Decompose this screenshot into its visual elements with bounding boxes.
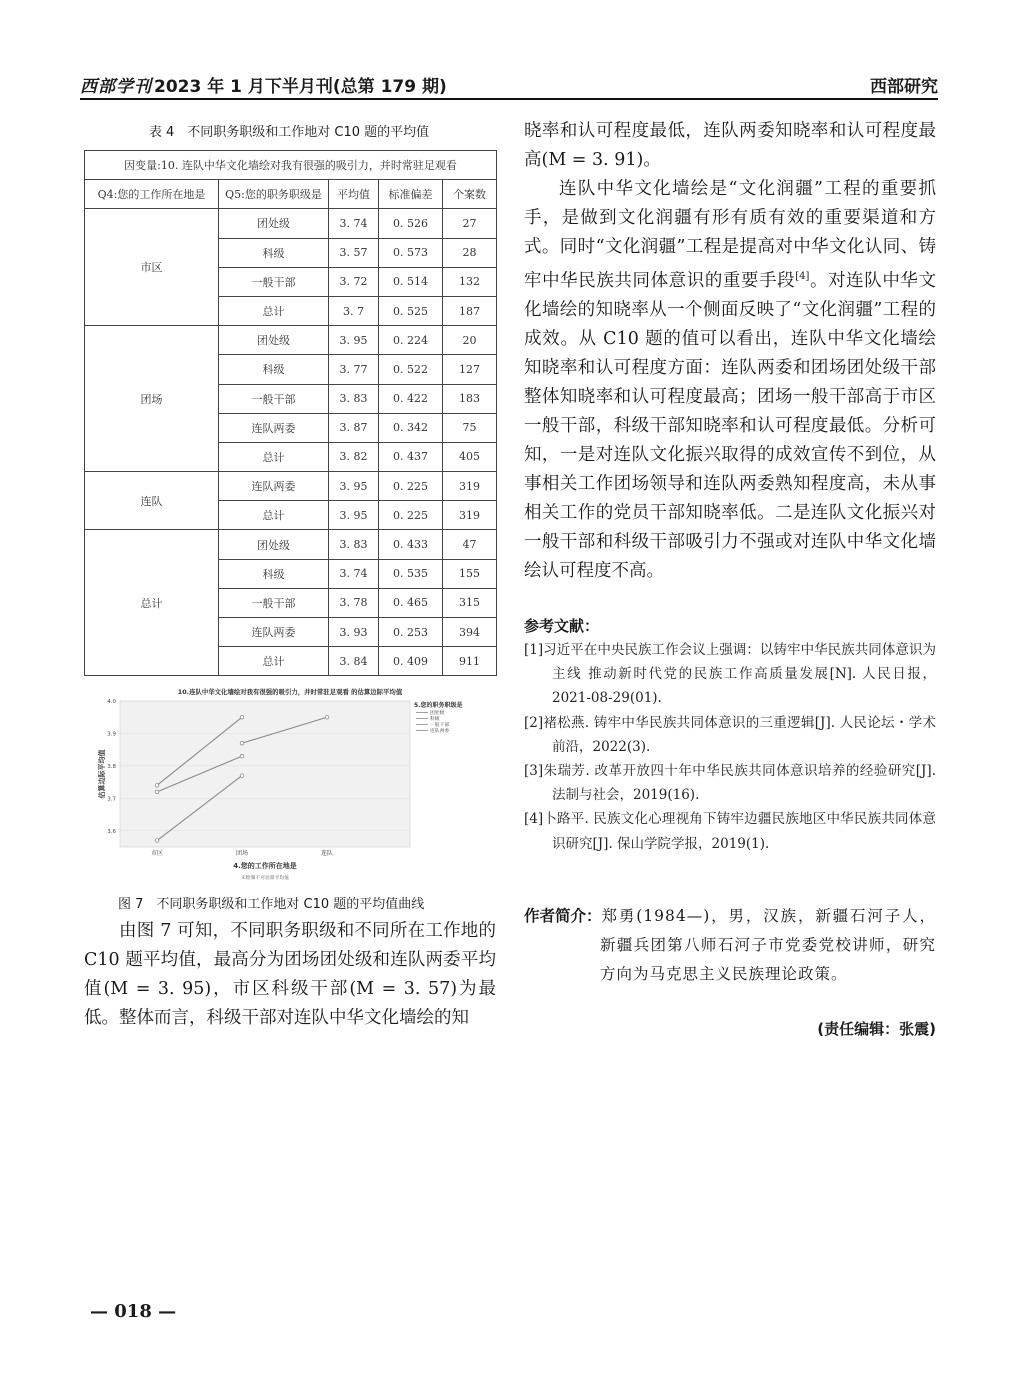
x-tick-label: 连队 bbox=[320, 850, 334, 857]
table-cell: 47 bbox=[443, 530, 497, 559]
table-header-row bbox=[85, 180, 497, 209]
table-cell: 3. 78 bbox=[329, 588, 379, 617]
reference-item: [1]习近平在中央民族工作会议上强调：以铸牢中华民族共同体意识为主线 推动新时代党的民族工作高质量发展[N]. 人民日报，2021-08-29(01). bbox=[524, 642, 936, 707]
table-cell: 911 bbox=[443, 647, 497, 676]
citation-mark: [4] bbox=[795, 271, 810, 282]
y-axis-label: 估算边际平均值 bbox=[98, 749, 106, 799]
table-cell: 0. 225 bbox=[379, 472, 443, 501]
reference-item: [2]褚松燕. 铸牢中华民族共同体意识的三重逻辑[J]. 人民论坛・学术前沿，2022(3). bbox=[524, 714, 936, 755]
workplace-cell: 总计 bbox=[85, 530, 219, 676]
table-cell: 0. 465 bbox=[379, 588, 443, 617]
page-number: — 018 — bbox=[90, 1301, 177, 1322]
x-tick-label: 团场 bbox=[235, 850, 249, 857]
workplace-cell: 市区 bbox=[85, 209, 219, 326]
chart-footnote: 未绘制不可估算平均值 bbox=[241, 876, 289, 881]
workplace-cell: 团场 bbox=[85, 326, 219, 472]
table-cell: 3. 82 bbox=[329, 442, 379, 471]
body-paragraph-right-2 bbox=[524, 175, 936, 586]
figure-caption: 图 7 不同职务职级和工作地对 C10 题的平均值曲线 bbox=[118, 897, 425, 912]
table-caption: 表 4 不同职务职级和工作地对 C10 题的平均值 bbox=[148, 125, 430, 140]
table-cell: 0. 253 bbox=[379, 618, 443, 647]
table-cell: 20 bbox=[443, 326, 497, 355]
table-cell: 0. 526 bbox=[379, 209, 443, 238]
table-row bbox=[85, 209, 497, 238]
table-cell: 3. 77 bbox=[329, 355, 379, 384]
table-cell: 3. 74 bbox=[329, 559, 379, 588]
table-cell: 0. 514 bbox=[379, 267, 443, 296]
workplace-cell: 连队 bbox=[85, 472, 219, 530]
table-cell: 科级 bbox=[219, 238, 329, 267]
table-cell: 0. 224 bbox=[379, 326, 443, 355]
data-point bbox=[155, 839, 159, 843]
data-point bbox=[240, 754, 244, 758]
data-point bbox=[240, 741, 244, 745]
section-title: 西部研究 bbox=[870, 77, 938, 97]
table-cell: 3. 57 bbox=[329, 238, 379, 267]
legend-label: 团处级 bbox=[430, 711, 445, 716]
table-cell: 155 bbox=[443, 559, 497, 588]
table-cell: 315 bbox=[443, 588, 497, 617]
column-header: Q5:您的职务职级是 bbox=[219, 180, 329, 209]
x-tick-label: 市区 bbox=[150, 850, 164, 857]
legend-title: 5.您的职务职级是 bbox=[414, 702, 463, 709]
legend-label: 连队两委 bbox=[430, 729, 450, 734]
table-cell: 183 bbox=[443, 384, 497, 413]
y-tick-label: 3.6 bbox=[107, 828, 116, 835]
running-header-left bbox=[80, 72, 447, 97]
header-rule bbox=[80, 98, 938, 100]
table-cell: 132 bbox=[443, 267, 497, 296]
table-row-dv bbox=[85, 151, 497, 180]
dependent-variable-label: 因变量:10. 连队中华文化墙绘对我有很强的吸引力，并时常驻足观看 bbox=[85, 151, 497, 180]
reference-item: [4]卜路平. 民族文化心理视角下铸牢边疆民族地区中华民族共同体意识研究[J]. 保山学院学报，2019(1). bbox=[524, 811, 936, 852]
table-cell: 连队两委 bbox=[219, 413, 329, 442]
data-point bbox=[155, 784, 159, 788]
table-cell: 总计 bbox=[219, 501, 329, 530]
table-cell: 3. 72 bbox=[329, 267, 379, 296]
chart-title: 10.连队中华文化墙绘对我有很强的吸引力，并时常驻足观看 的估算边际平均值 bbox=[177, 688, 403, 696]
table-body bbox=[85, 151, 497, 676]
responsible-editor: (责任编辑：张震) bbox=[817, 1020, 936, 1038]
data-table-container bbox=[84, 150, 496, 676]
table-cell: 0. 525 bbox=[379, 296, 443, 325]
y-tick-label: 4.0 bbox=[107, 699, 116, 705]
references-list bbox=[524, 638, 936, 856]
data-point bbox=[240, 715, 244, 719]
table-cell: 一般干部 bbox=[219, 384, 329, 413]
legend-label: 科级 bbox=[430, 717, 440, 722]
table-cell: 75 bbox=[443, 413, 497, 442]
paragraph-text: 。对连队中华文化墙绘的知晓率从一个侧面反映了“文化润疆”工程的成效。从 C10 题的值可以看出，连队中华文化墙绘知晓率和认可程度方面：连队两委和团场团处级干部整体知晓率和认可程度最高；团场一般干部高于市区一般干部，科级干部知晓率和认可程度最低。分析可知，一是对连队文化振兴取得的成效宣传不到位，从事相关工作团场领导和连队两委熟知程度高，未从事相关工作的党员干部知晓率低。二是连队文化振兴对一般干部和科级干部吸引力不强或对连队中华文化墙绘认可程度不高。 bbox=[524, 270, 937, 581]
table-cell: 团处级 bbox=[219, 209, 329, 238]
references-heading: 参考文献： bbox=[524, 617, 600, 635]
paragraph-text: 连队中华文化墙绘是“文化润疆”工程的重要抓手，是做到文化润疆有形有质有效的重要渠道和方式。同时“文化润疆”工程是提高对中华文化认同、铸牢中华民族共同体意识的重要手段 bbox=[524, 179, 936, 291]
table-cell: 团处级 bbox=[219, 326, 329, 355]
table-cell: 3. 95 bbox=[329, 326, 379, 355]
issue-info: 2023 年 1 月下半月刊(总第 179 期) bbox=[154, 77, 447, 97]
legend-label: 一般干部 bbox=[430, 723, 450, 728]
body-paragraph-right-1: 晓率和认可程度最低，连队两委知晓率和认可程度最高(M = 3. 91)。 bbox=[524, 121, 936, 170]
table-cell: 一般干部 bbox=[219, 588, 329, 617]
table-cell: 187 bbox=[443, 296, 497, 325]
table-cell: 319 bbox=[443, 472, 497, 501]
table-cell: 3. 84 bbox=[329, 647, 379, 676]
table-cell: 0. 342 bbox=[379, 413, 443, 442]
table-row bbox=[85, 472, 497, 501]
table-cell: 科级 bbox=[219, 355, 329, 384]
table-cell: 27 bbox=[443, 209, 497, 238]
table-cell: 总计 bbox=[219, 442, 329, 471]
table-cell: 0. 422 bbox=[379, 384, 443, 413]
author-bio-text: 郑勇(1984—)，男，汉族，新疆石河子人，新疆兵团第八师石河子市党委党校讲师，研究方向为马克思主义民族理论政策。 bbox=[600, 907, 936, 983]
y-tick-label: 3.8 bbox=[107, 763, 116, 770]
author-bio bbox=[524, 902, 936, 989]
table-cell: 3. 74 bbox=[329, 209, 379, 238]
table-cell: 0. 522 bbox=[379, 355, 443, 384]
table-cell: 0. 437 bbox=[379, 442, 443, 471]
table-row bbox=[85, 530, 497, 559]
table-cell: 0. 573 bbox=[379, 238, 443, 267]
table-cell: 总计 bbox=[219, 647, 329, 676]
y-tick-label: 3.7 bbox=[107, 796, 116, 803]
table-cell: 3. 7 bbox=[329, 296, 379, 325]
x-axis-label: 4.您的工作所在地是 bbox=[233, 862, 297, 870]
table-cell: 319 bbox=[443, 501, 497, 530]
table-cell: 28 bbox=[443, 238, 497, 267]
table-cell: 394 bbox=[443, 618, 497, 647]
table-cell: 127 bbox=[443, 355, 497, 384]
data-point bbox=[240, 774, 244, 778]
table-row bbox=[85, 326, 497, 355]
table-cell: 团处级 bbox=[219, 530, 329, 559]
table-cell: 一般干部 bbox=[219, 267, 329, 296]
data-table bbox=[84, 150, 497, 676]
body-paragraph-left: 由图 7 可知，不同职务职级和不同所在工作地的 C10 题平均值，最高分为团场团处级和连队两委平均值(M = 3. 95)，市区科级干部(M = 3. 57)为最低。整体而言，科级干部对连队中华文化墙绘的知 bbox=[84, 921, 496, 1028]
table-cell: 0. 409 bbox=[379, 647, 443, 676]
table-cell: 3. 95 bbox=[329, 472, 379, 501]
table-cell: 0. 225 bbox=[379, 501, 443, 530]
column-header: Q4:您的工作所在地是 bbox=[85, 180, 219, 209]
plot-area bbox=[120, 701, 410, 847]
column-header: 标准偏差 bbox=[379, 180, 443, 209]
author-bio-label: 作者简介： bbox=[524, 907, 602, 925]
table-cell: 3. 95 bbox=[329, 501, 379, 530]
mean-line-chart bbox=[84, 686, 496, 882]
table-cell: 3. 83 bbox=[329, 530, 379, 559]
table-cell: 3. 83 bbox=[329, 384, 379, 413]
data-point bbox=[155, 790, 159, 794]
table-cell: 3. 93 bbox=[329, 618, 379, 647]
table-cell: 0. 535 bbox=[379, 559, 443, 588]
table-cell: 0. 433 bbox=[379, 530, 443, 559]
table-cell: 连队两委 bbox=[219, 618, 329, 647]
table-cell: 连队两委 bbox=[219, 472, 329, 501]
table-cell: 科级 bbox=[219, 559, 329, 588]
table-cell: 405 bbox=[443, 442, 497, 471]
table-cell: 3. 87 bbox=[329, 413, 379, 442]
column-header: 平均值 bbox=[329, 180, 379, 209]
y-tick-label: 3.9 bbox=[107, 731, 116, 738]
journal-brand: 西部学刊 bbox=[80, 77, 152, 97]
column-header: 个案数 bbox=[443, 180, 497, 209]
table-cell: 总计 bbox=[219, 296, 329, 325]
reference-item: [3]朱瑞芳. 改革开放四十年中华民族共同体意识培养的经验研究[J]. 法制与社会，2019(16). bbox=[524, 763, 936, 804]
data-point bbox=[325, 715, 329, 719]
